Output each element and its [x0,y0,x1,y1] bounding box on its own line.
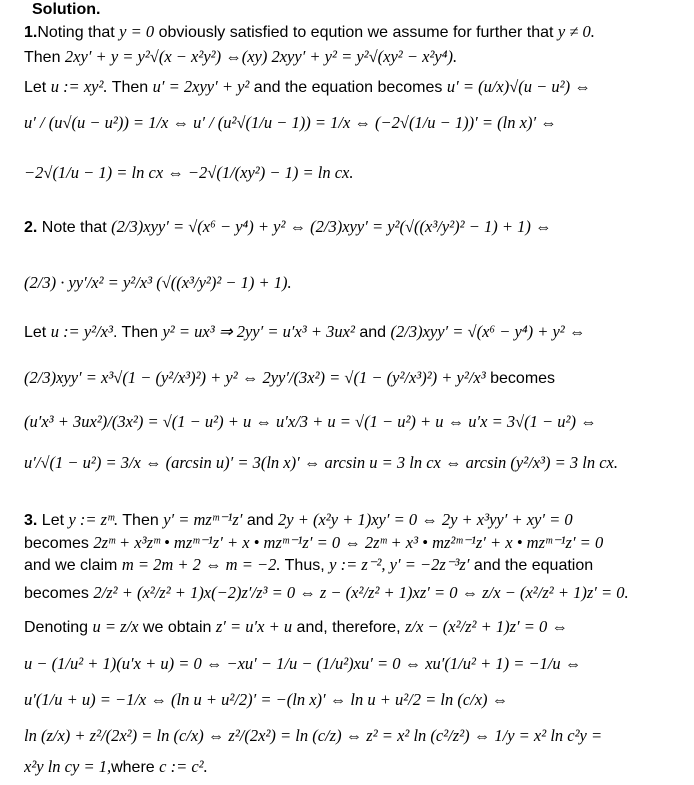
text-fragment: and, therefore, [292,619,406,636]
solution-title: Solution. [32,1,101,18]
math-expression: u′ = 2xyy′ + y² [152,77,250,96]
solution-line [24,690,690,711]
math-expression: u := xy². [50,77,108,96]
text-fragment: where [111,759,160,776]
solution-line [24,368,690,389]
math-expression: u′ / (u√(u − u²)) = 1/x ⇔ u′ / (u²√(1/u − 1)) = 1/x ⇔ (−2√(1/u − 1))′ = (ln x)′ ⇔ [24,113,557,132]
solution-line [24,47,690,68]
text-fragment: Let [37,512,69,529]
math-expression: (2/3) · yy′/x² = y²/x³ (√((x³/y²)² − 1) + 1). [24,273,292,292]
text-fragment: and [242,512,279,529]
text-fragment: Let [24,79,51,96]
solution-line [24,555,690,576]
math-expression: u := y²/x³ [50,322,113,341]
text-fragment: becomes [485,370,556,387]
solution-line [24,163,690,184]
math-expression: 2/z² + (x²/z² + 1)x(−2)z′/z³ = 0 ⇔ z − (x²/z² + 1)xz′ = 0 ⇔ z/x − (x²/z² + 1)z′ = 0. [93,583,629,602]
solution-line [24,533,690,554]
math-expression: m = 2m + 2 ⇔ m = −2. [121,555,281,574]
math-expression: u′ = (u/x)√(u − u²) ⇔ [446,77,591,96]
math-expression: y := zᵐ. [68,510,119,529]
solution-line [24,617,690,638]
math-expression: y ≠ 0. [557,22,595,41]
solution-line [24,217,690,238]
math-expression: ln (z/x) + z²/(2x²) = ln (c/x) ⇔ z²/(2x²) = ln (c/z) ⇔ z² = x² ln (c²/z²) ⇔ 1/y = x² ln c²y = [24,726,603,745]
section-number: 2. [24,219,38,236]
section-number: 1. [24,24,38,41]
math-expression: y = 0 [119,22,155,41]
text-fragment: Denoting [24,619,93,636]
text-fragment: . Then [112,324,163,341]
text-fragment: Noting that [37,24,120,41]
math-expression: (2/3)xyy′ = √(x⁶ − y⁴) + y² ⇔ (2/3)xyy′ = y²(√((x³/y²)² − 1) + 1) ⇔ [111,217,552,236]
text-fragment: Then [24,49,65,66]
solution-line [24,22,690,43]
text-fragment: Then [107,79,153,96]
text-fragment: obviously satisfied to eqution we assume for further that [154,24,558,41]
math-expression: y := z⁻², y′ = −2z⁻³z′ [329,555,470,574]
math-expression: u = z/x [92,617,139,636]
math-expression: y′ = mzᵐ⁻¹z′ [163,510,243,529]
solution-line [24,583,690,604]
text-fragment: and [354,324,391,341]
math-expression: u − (1/u² + 1)(u′x + u) = 0 ⇔ −xu′ − 1/u − (1/u²)xu′ = 0 ⇔ xu′(1/u² + 1) = −1/u ⇔ [24,654,582,673]
text-fragment: becomes [24,585,94,602]
math-expression: z′ = u′x + u [215,617,293,636]
math-expression: −2√(1/u − 1) = ln cx ⇔ −2√(1/(xy²) − 1) = ln cx. [24,163,354,182]
solution-line [24,757,690,778]
text-fragment: Thus, [280,557,330,574]
section-number: 3. [24,512,38,529]
solution-line [24,453,690,474]
text-fragment: and the equation becomes [249,79,447,96]
math-expression: (u′x³ + 3ux²)/(3x²) = √(1 − u²) + u ⇔ u′x/3 + u = √(1 − u²) + u ⇔ u′x = 3√(1 − u²) ⇔ [24,412,597,431]
math-expression: (2/3)xyy′ = √(x⁶ − y⁴) + y² ⇔ [390,322,586,341]
solution-line [24,510,690,531]
math-expression: x²y ln cy = 1, [24,757,112,776]
math-expression: y² = ux³ ⇒ 2yy′ = u′x³ + 3ux² [162,322,355,341]
text-fragment: we obtain [138,619,216,636]
text-fragment: becomes [24,535,94,552]
math-expression: c := c². [159,757,208,776]
solution-line [24,77,690,98]
text-fragment: and the equation [469,557,594,574]
solution-line [24,322,690,343]
math-expression: z/x − (x²/z² + 1)z′ = 0 ⇔ [405,617,568,636]
math-expression: 2zᵐ + x³zᵐ • mzᵐ⁻¹z′ + x • mzᵐ⁻¹z′ = 0 ⇔ 2zᵐ + x³ • mz²ᵐ⁻¹z′ + x • mzᵐ⁻¹z′ = 0 [93,533,604,552]
solution-line [24,113,690,134]
math-expression: (2/3)xyy′ = x³√(1 − (y²/x³)²) + y² ⇔ 2yy′/(3x²) = √(1 − (y²/x³)²) + y²/x³ [24,368,486,387]
math-expression: 2y + (x²y + 1)xy′ = 0 ⇔ 2y + x³yy′ + xy′ = 0 [278,510,573,529]
text-fragment: Note that [37,219,112,236]
math-expression: u′(1/u + u) = −1/x ⇔ (ln u + u²/2)′ = −(ln x)′ ⇔ ln u + u²/2 = ln (c/x) ⇔ [24,690,509,709]
text-fragment: Then [118,512,164,529]
math-expression: u′/√(1 − u²) = 3/x ⇔ (arcsin u)′ = 3(ln x)′ ⇔ arcsin u = 3 ln cx ⇔ arcsin (y²/x³) = 3 ln cx. [24,453,618,472]
solution-line [24,726,690,747]
solution-line [24,273,690,294]
math-expression: 2xy′ + y = y²√(x − x²y²) ⇔(xy) 2xyy′ + y² = y²√(xy² − x²y⁴). [64,47,458,66]
text-fragment: Let [24,324,51,341]
solution-line [24,412,690,433]
text-fragment: and we claim [24,557,122,574]
solution-line [24,654,690,675]
